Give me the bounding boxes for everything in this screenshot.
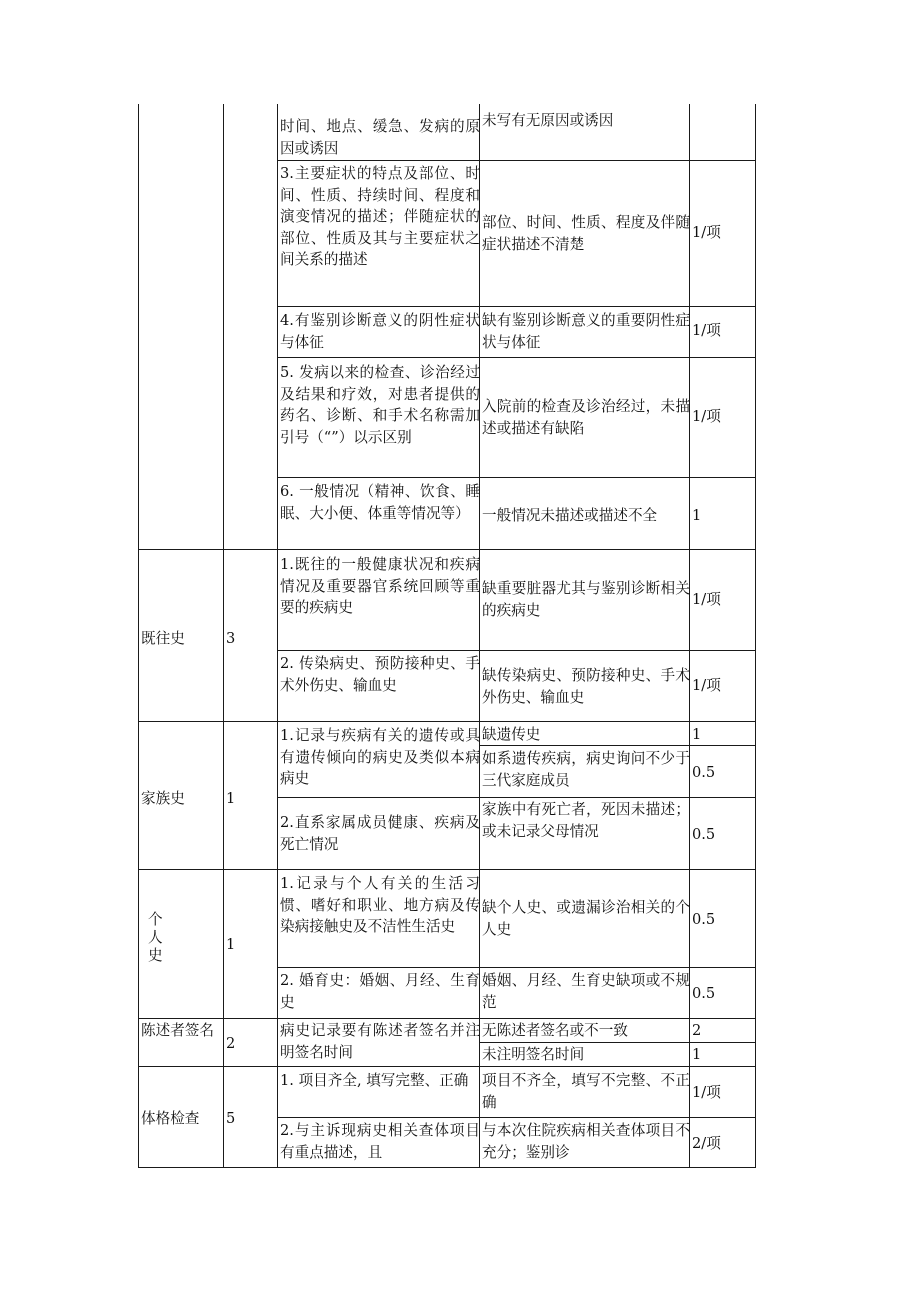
points-cell: 1/项: [692, 1084, 721, 1101]
item-cell: 个 人 史: [148, 911, 163, 964]
table-border-bottom: [138, 1167, 756, 1168]
points-cell: 1: [692, 507, 702, 524]
requirement-cell: 1.记录与个人有关的生活习惯、嗜好和职业、地方病及传染病接触史及不洁性生活史: [280, 875, 480, 935]
requirement-cell: 2. 传染病史、预防接种史、手术外伤史、输血史: [280, 655, 480, 694]
score-cell: 1: [226, 936, 236, 953]
deduction-reason-cell: 未写有无原因或诱因: [482, 112, 614, 129]
deduction-reason-cell: 项目不齐全，填写不完整、不正确: [482, 1072, 690, 1111]
row-divider: [277, 1117, 756, 1118]
row-divider: [277, 357, 756, 358]
deduction-reason-cell: 缺传染病史、预防接种史、手术外伤史、输血史: [482, 667, 690, 706]
points-cell: 1/项: [692, 224, 721, 241]
requirement-cell: 1. 项目齐全, 填写完整、正确: [280, 1072, 469, 1089]
deduction-reason-cell: 家族中有死亡者，死因未描述；或未记录父母情况: [482, 801, 690, 840]
table-divider-col2: [277, 104, 278, 1168]
row-divider: [479, 1042, 756, 1043]
points-cell: 1: [692, 726, 702, 743]
section-divider: [138, 549, 756, 550]
requirement-cell: 1.记录与疾病有关的遗传或具有遗传倾向的病史及类似本病病史: [280, 727, 480, 787]
table-border-left: [138, 104, 139, 1168]
section-divider: [138, 1066, 756, 1067]
row-divider: [277, 967, 756, 968]
points-cell: 0.5: [692, 911, 716, 928]
score-cell: 2: [226, 1035, 236, 1052]
item-cell: 陈述者签名: [141, 1022, 214, 1039]
table-divider-col1: [223, 104, 224, 1168]
requirement-cell: 2. 婚育史：婚姻、月经、生育史: [280, 972, 480, 1011]
requirement-cell: 3.主要症状的特点及部位、时间、性质、持续时间、程度和演变情况的描述；伴随症状的部位、性质及其与主要症状之间关系的描述: [280, 165, 480, 268]
deduction-reason-cell: 无陈述者签名或不一致: [482, 1022, 628, 1039]
score-cell: 5: [226, 1110, 236, 1127]
item-cell: 既往史: [141, 630, 185, 647]
points-cell: 0.5: [692, 764, 716, 781]
points-cell: 1/项: [692, 591, 721, 608]
section-divider: [138, 721, 756, 722]
deduction-reason-cell: 婚姻、月经、生育史缺项或不规范: [482, 972, 690, 1011]
row-divider: [277, 797, 756, 798]
item-cell: 家族史: [141, 790, 185, 807]
requirement-cell: 病史记录要有陈述者签名并注明签名时间: [280, 1022, 480, 1061]
points-cell: 1/项: [692, 322, 721, 339]
deduction-reason-cell: 未注明签名时间: [482, 1046, 585, 1063]
deduction-reason-cell: 缺遗传史: [482, 726, 541, 743]
row-divider: [277, 306, 756, 307]
points-cell: 1: [692, 1046, 702, 1063]
points-cell: 2: [692, 1022, 702, 1039]
score-cell: 3: [226, 630, 236, 647]
deduction-reason-cell: 缺个人史、或遗漏诊治相关的个人史: [482, 899, 690, 938]
points-cell: 0.5: [692, 985, 716, 1002]
row-divider: [277, 477, 756, 478]
deduction-reason-cell: 缺重要脏器尤其与鉴别诊断相关的疾病史: [482, 580, 690, 619]
deduction-reason-cell: 入院前的检查及诊治经过，未描述或描述有缺陷: [482, 398, 690, 437]
points-cell: 1/项: [692, 677, 721, 694]
deduction-reason-cell: 部位、时间、性质、程度及伴随症状描述不清楚: [482, 214, 690, 253]
points-cell: 0.5: [692, 826, 716, 843]
requirement-cell: 6. 一般情况（精神、饮食、睡眠、大小便、体重等情况等）: [280, 483, 480, 522]
row-divider: [277, 650, 756, 651]
requirement-cell: 2.与主诉现病史相关查体项目有重点描述，且: [280, 1122, 480, 1161]
points-cell: 1/项: [692, 408, 721, 425]
deduction-reason-cell: 缺有鉴别诊断意义的重要阴性症状与体征: [482, 312, 690, 351]
requirement-cell: 1.既往的一般健康状况和疾病情况及重要器官系统回顾等重要的疾病史: [280, 556, 480, 616]
deduction-reason-cell: 一般情况未描述或描述不全: [482, 507, 658, 524]
deduction-reason-cell: 与本次住院疾病相关查体项目不充分；鉴别诊: [482, 1122, 690, 1161]
section-divider: [138, 869, 756, 870]
row-divider: [277, 160, 756, 161]
table-border-right: [755, 104, 756, 1168]
requirement-cell: 5. 发病以来的检查、诊治经过及结果和疗效，对患者提供的药名、诊断、和手术名称需加引号（“”）以示区别: [280, 364, 480, 446]
section-divider: [138, 1018, 756, 1019]
requirement-cell: 时间、地点、缓急、发病的原因或诱因: [280, 118, 480, 157]
requirement-cell: 2.直系家属成员健康、疾病及死亡情况: [280, 814, 480, 853]
points-cell: 2/项: [692, 1135, 721, 1152]
score-cell: 1: [226, 790, 236, 807]
requirement-cell: 4.有鉴别诊断意义的阴性症状与体征: [280, 312, 480, 351]
deduction-reason-cell: 如系遗传疾病，病史询问不少于三代家庭成员: [482, 750, 690, 789]
item-cell: 体格检查: [141, 1110, 200, 1127]
